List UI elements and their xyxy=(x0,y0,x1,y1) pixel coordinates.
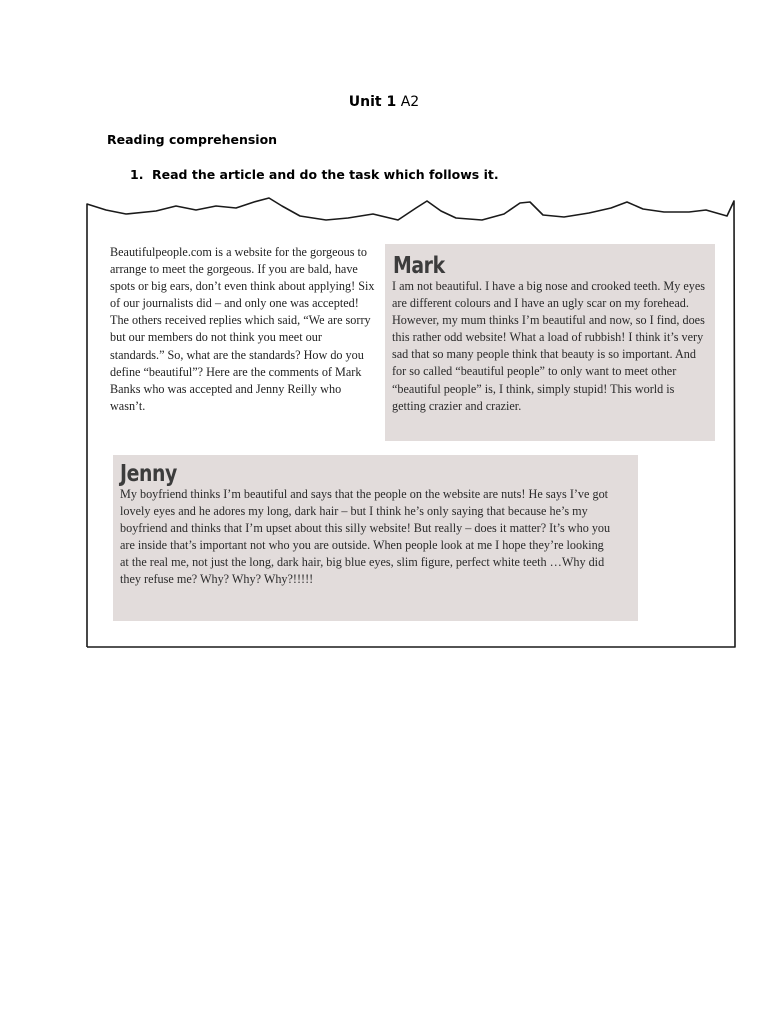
task-number: 1. xyxy=(130,167,144,182)
task-instruction: Read the article and do the task which follows it. xyxy=(152,167,499,182)
section-heading: Reading comprehension xyxy=(107,132,278,147)
jenny-comment-panel xyxy=(113,455,638,621)
article-intro: Beautifulpeople.com is a website for the gorgeous to arrange to meet the gorgeous. If you are bald, have spots or big ears, don’t even think about applying! Six of our journalists did – and only one was accepted! The others received replies which said, “We are sorry but our members do not think you meet our standards.” So, what are the standards? How do you define “beautiful”? Here are the comments of Mark Banks who was accepted and Jenny Reilly who wasn’t. xyxy=(110,245,375,413)
mark-comment-panel xyxy=(385,244,715,441)
unit-label: Unit 1 xyxy=(348,94,397,110)
level-label: A2 xyxy=(400,94,420,110)
mark-comment-text: I am not beautiful. I have a big nose and crooked teeth. My eyes are different colours and I have an ugly scar on my forehead. However, my mum thinks I’m beautiful and now, so I find, does this rather odd website! What a load of rubbish! I think it’s very sad that so many people think that beauty is so important. And for so called “beautiful people” to only want to meet other “beautiful people” is, I think, simply stupid! This world is getting crazier and crazier. xyxy=(392,279,706,413)
unit-title xyxy=(0,94,768,110)
article-clipping xyxy=(86,196,736,648)
jenny-name-heading: Jenny xyxy=(120,461,177,487)
jenny-comment-text: My boyfriend thinks I’m beautiful and says that the people on the website are nuts! He says I’ve got lovely eyes and he adores my long, dark hair – but I think he’s only saying that because he’s my boyfriend and thinks that I’m upset about this silly website! But really – does it matter? It’s who you are inside that’s important not who you are outside. When people look at me I hope they’re looking at the real me, not just the long, dark hair, big blue eyes, slim figure, perfect white teeth …Why did they refuse me? Why? Why? Why?!!!!! xyxy=(120,487,611,587)
mark-name-heading: Mark xyxy=(393,253,445,279)
task-instruction-item xyxy=(130,167,499,182)
